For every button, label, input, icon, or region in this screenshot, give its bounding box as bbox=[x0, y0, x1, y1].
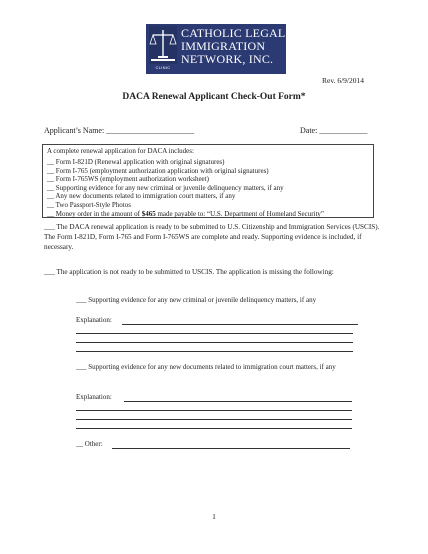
explanation-1-line-4[interactable] bbox=[76, 351, 353, 352]
explanation-1-line-3[interactable] bbox=[76, 342, 353, 343]
date-field[interactable]: Date: ____________ bbox=[300, 126, 368, 135]
other-line[interactable] bbox=[112, 448, 350, 449]
money-order-amount: $465 bbox=[141, 209, 156, 218]
applicant-name-field[interactable]: Applicant’s Name: ______________________ bbox=[44, 126, 195, 135]
revision-date: Rev. 6/9/2014 bbox=[321, 76, 364, 85]
other-label: __ Other: bbox=[76, 440, 103, 448]
logo-text-line-3: NETWORK, INC. bbox=[181, 52, 274, 66]
explanation-2-line-2[interactable] bbox=[76, 410, 352, 411]
checklist-item-photos[interactable]: __ Two Passport-Style Photos bbox=[47, 200, 131, 209]
explanation-1-label: Explanation: bbox=[76, 316, 112, 324]
money-order-prefix: __ Money order in the amount of bbox=[47, 209, 142, 218]
logo-text-line-2: IMMIGRATION bbox=[181, 39, 266, 53]
checklist-intro: A complete renewal application for DACA includes: bbox=[47, 147, 194, 155]
missing-item-court-documents[interactable]: ___ Supporting evidence for any new documents related to immigration court matters, if any bbox=[76, 363, 336, 371]
explanation-2-line-4[interactable] bbox=[76, 428, 352, 429]
checklist-item-i765[interactable]: __ Form I-765 (employment authorization application with original signatures) bbox=[47, 166, 269, 175]
scales-of-justice-icon bbox=[149, 26, 177, 64]
checklist-item-court-documents[interactable]: __ Any new documents related to immigration court matters, if any bbox=[47, 192, 236, 201]
explanation-2-line-1[interactable] bbox=[124, 401, 352, 402]
checklist-item-criminal-evidence[interactable]: __ Supporting evidence for any new criminal or juvenile delinquency matters, if any bbox=[47, 183, 284, 192]
checklist-item-i765ws[interactable]: __ Form I-765WS (employment authorization worksheet) bbox=[47, 175, 209, 184]
ready-statement[interactable]: ___ The DACA renewal application is ready to be submitted to U.S. Citizenship and Immigration Services (USCIS). The Form I-821D, Form I-765 and Form I-765WS are complete and ready. Supporting evidence is included, if necessary. bbox=[44, 223, 380, 251]
checklist-item-money-order[interactable] bbox=[47, 210, 347, 219]
checklist bbox=[47, 158, 347, 218]
not-ready-statement[interactable]: ___ The application is not ready to be submitted to USCIS. The application is missing the following: bbox=[44, 268, 334, 276]
explanation-2-line-3[interactable] bbox=[76, 419, 352, 420]
explanation-2-label: Explanation: bbox=[76, 393, 112, 401]
page-number: 1 bbox=[212, 512, 216, 521]
logo-text-line-1: CATHOLIC LEGAL bbox=[181, 26, 286, 40]
checklist-item-i821d[interactable]: __ Form I-821D (Renewal application with original signatures) bbox=[47, 158, 225, 166]
money-order-suffix: made payable to: “U.S. Department of Homeland Security” bbox=[155, 209, 325, 218]
form-title: DACA Renewal Applicant Check-Out Form* bbox=[122, 92, 306, 102]
explanation-1-line-1[interactable] bbox=[122, 324, 358, 325]
explanation-1-line-2[interactable] bbox=[76, 333, 353, 334]
missing-item-criminal-evidence[interactable]: ___ Supporting evidence for any new criminal or juvenile delinquency matters, if any bbox=[76, 296, 317, 304]
logo-clinic-label: CLINIC bbox=[155, 65, 171, 70]
